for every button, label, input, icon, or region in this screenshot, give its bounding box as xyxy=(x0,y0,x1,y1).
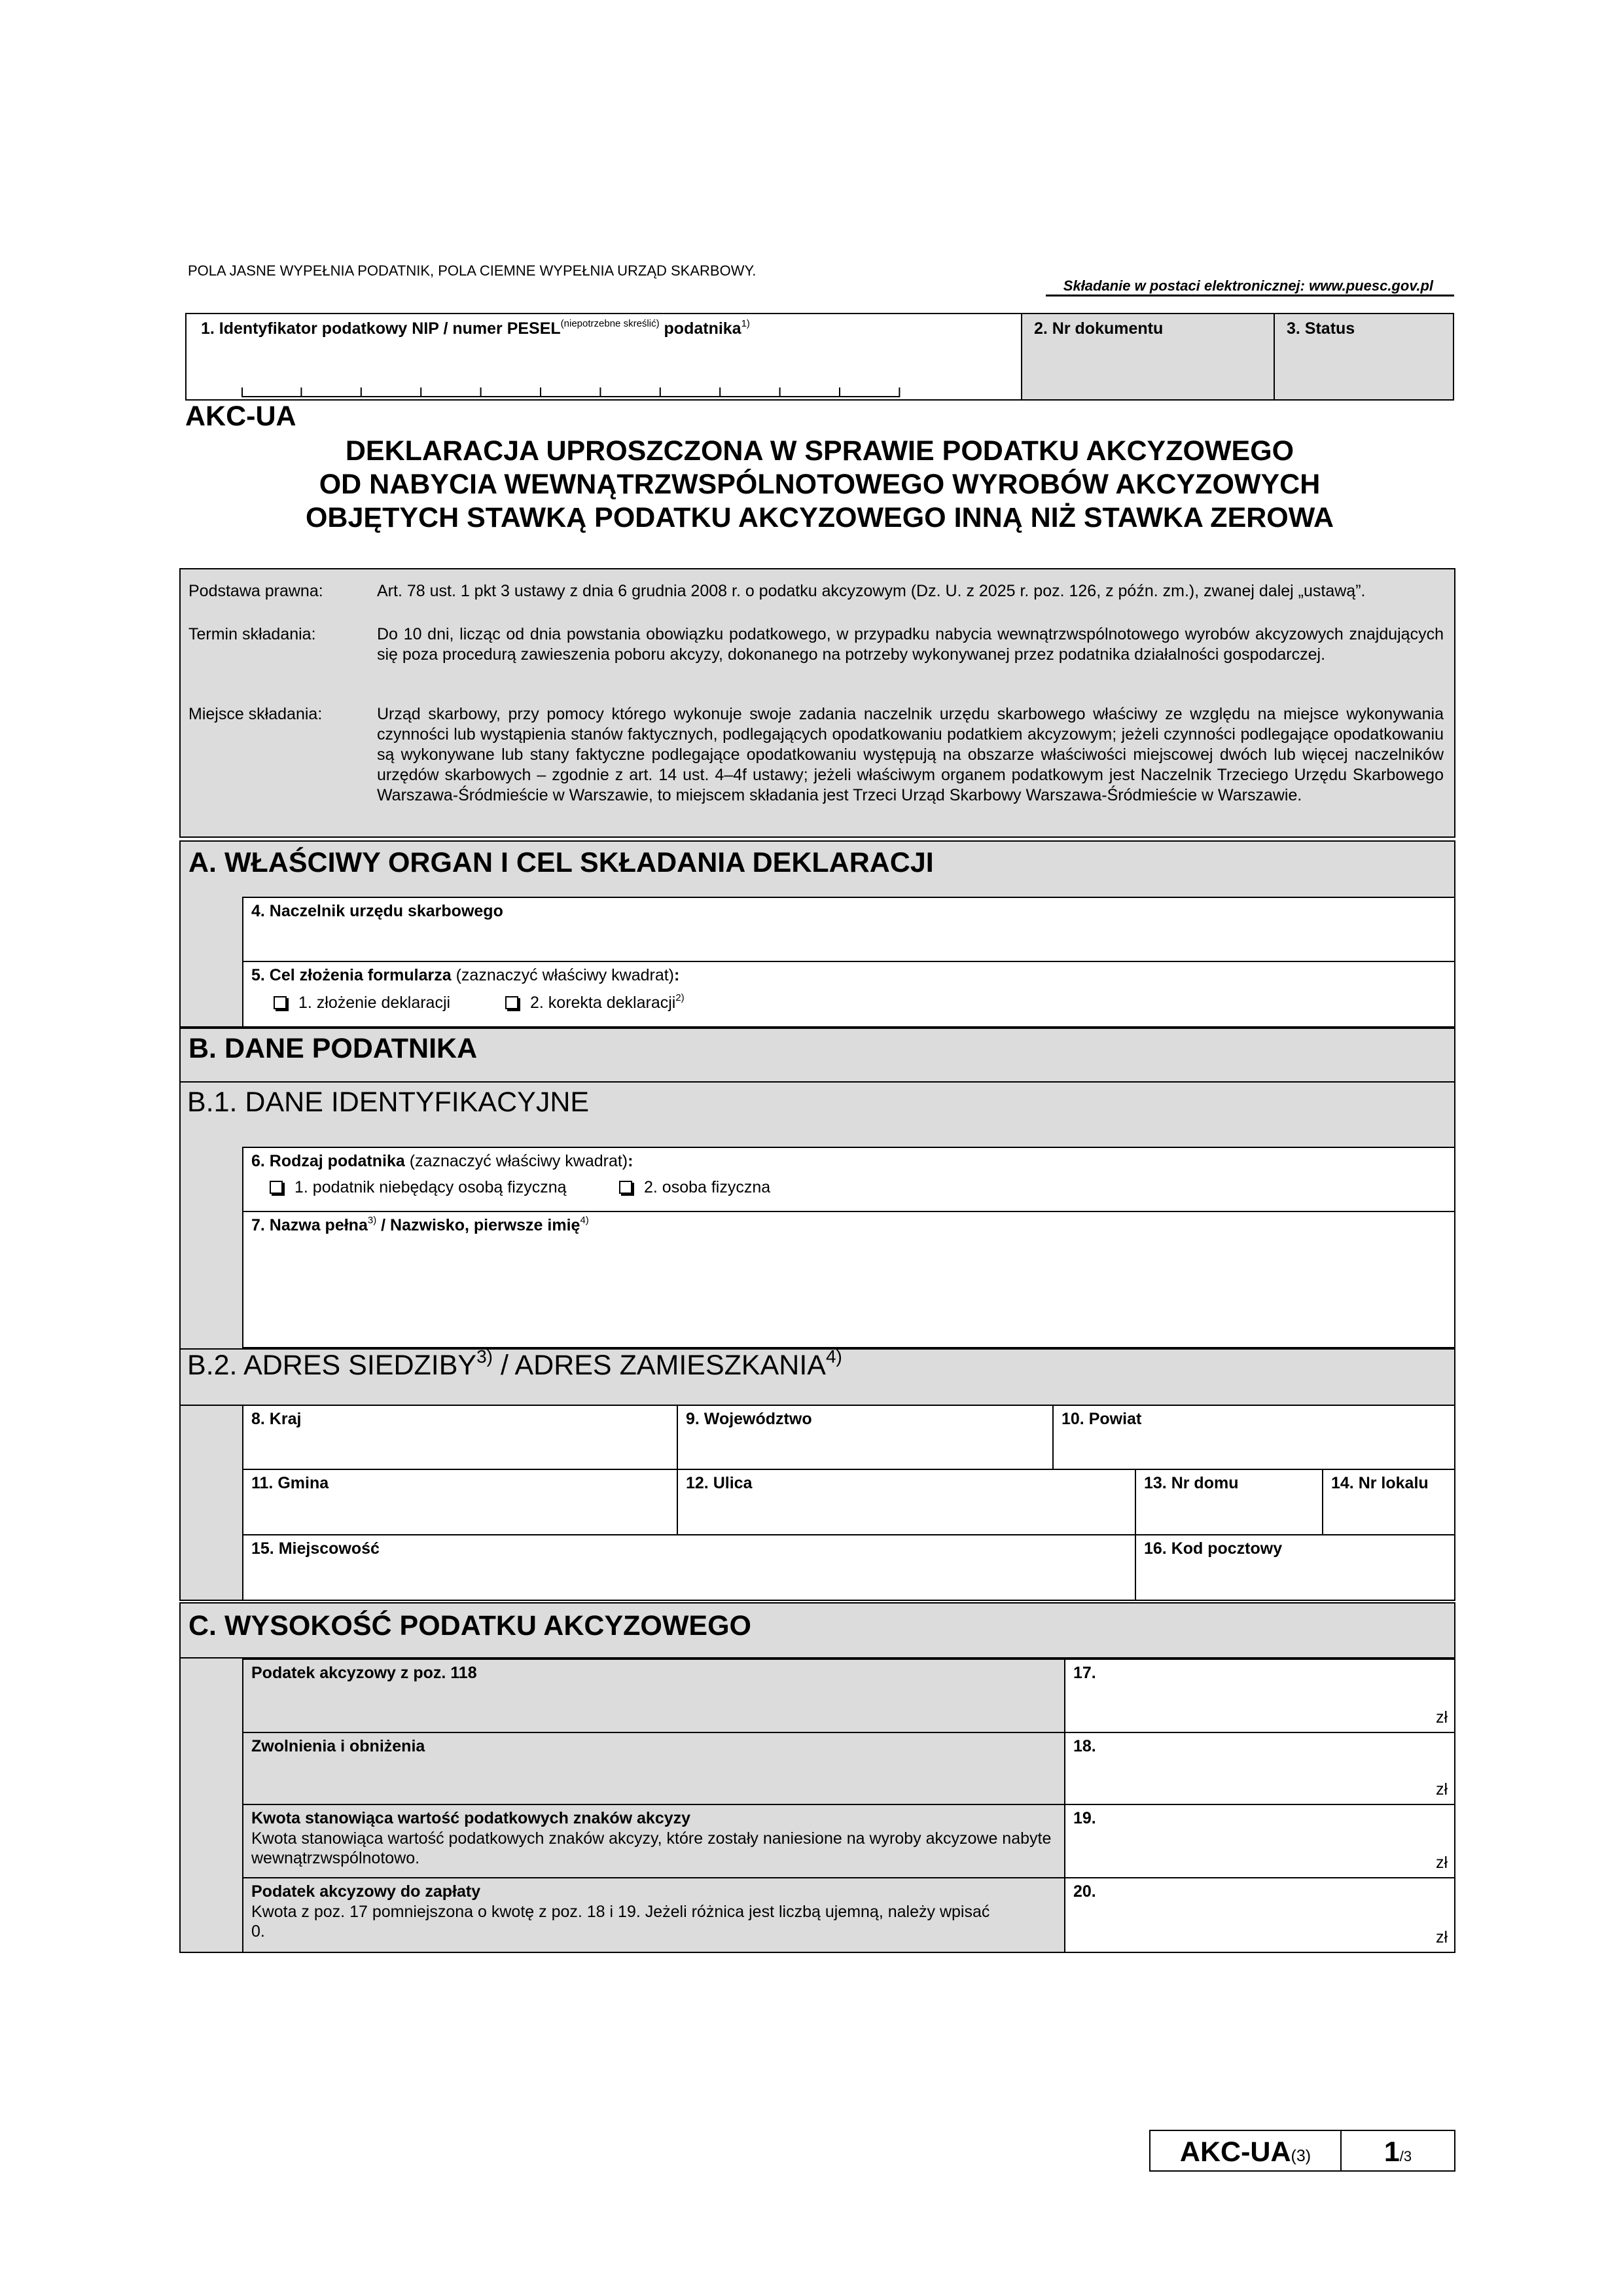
checkbox[interactable] xyxy=(274,996,287,1009)
house-number-field[interactable]: 13. Nr domu xyxy=(1135,1469,1323,1535)
nip-digit-boxes xyxy=(241,377,1092,398)
section-b-title: B. DANE PODATNIKA xyxy=(188,1033,478,1064)
excise-stamps-label-cell: Kwota stanowiąca wartość podatkowych znaków akcyzy Kwota stanowiąca wartość podatkowych znaków akcyzy, które zostały naniesione na wyroby akcyzowe nabyte wewnątrzwspólnotowo. xyxy=(242,1804,1065,1878)
b2-title: B.2. ADRES SIEDZIBY$^{3)}$ / ADRES ZAMIESZKANIA$^{4)}$ xyxy=(187,1346,842,1381)
section-c-title: C. WYSOKOŚĆ PODATKU AKCYZOWEGO xyxy=(188,1610,751,1641)
purpose-label: 5. Cel złożenia formularza xyxy=(251,966,452,984)
apartment-number-field[interactable]: 14. Nr lokalu xyxy=(1322,1469,1455,1535)
legal-basis-label: Podstawa prawna: xyxy=(188,582,323,600)
postal-code-field[interactable]: 16. Kod pocztowy xyxy=(1135,1534,1455,1601)
fill-instruction: POLA JASNE WYPEŁNIA PODATNIK, POLA CIEMNE WYPEŁNIA URZĄD SKARBOWY. xyxy=(188,262,757,279)
full-name-label: 7. Nazwa pełna xyxy=(251,1216,368,1234)
footer-page-number: 1/3 xyxy=(1340,2130,1455,2172)
footer-form-code: AKC-UA(3) xyxy=(1149,2130,1342,2172)
purpose-option-2[interactable]: 2. korekta deklaracji$^{2)}$ xyxy=(505,994,685,1013)
digit-comb xyxy=(242,387,899,397)
tax-office-label: 4. Naczelnik urzędu skarbowego xyxy=(251,902,503,920)
exemptions-label-cell: Zwolnienia i obniżenia xyxy=(242,1732,1065,1805)
tax-from-118-label-cell: Podatek akcyzowy z poz. 118 xyxy=(242,1659,1065,1733)
full-name-field[interactable]: 7. Nazwa pełna$^{3)}$ / Nazwisko, pierwsze imię$^{4)}$ xyxy=(242,1211,1455,1348)
electronic-filing-note: Składanie w postaci elektronicznej: www.puesc.gov.pl xyxy=(1063,278,1433,294)
doc-number-label: 2. Nr dokumentu xyxy=(1034,319,1164,338)
taxpayer-type-option-1[interactable]: 1. podatnik niebędący osobą fizyczną xyxy=(270,1178,567,1197)
tax-office-field[interactable] xyxy=(242,897,1455,962)
b1-title: B.1. DANE IDENTYFIKACYJNE xyxy=(187,1086,590,1118)
taxpayer-type-option-2[interactable]: 2. osoba fizyczna xyxy=(619,1178,770,1197)
section-a-title: A. WŁAŚCIWY ORGAN I CEL SKŁADANIA DEKLARACJI xyxy=(188,847,934,878)
voivodeship-field[interactable]: 9. Województwo xyxy=(677,1405,1054,1470)
tax-due-label-cell: Podatek akcyzowy do zapłaty Kwota z poz. 17 pomniejszona o kwotę z poz. 18 i 19. Jeżeli różnica jest liczbą ujemną, należy wpisać 0. xyxy=(242,1877,1065,1953)
city-field[interactable]: 15. Miejscowość xyxy=(242,1534,1136,1601)
exemptions-input[interactable]: 18. zł xyxy=(1064,1732,1455,1805)
info-block xyxy=(179,568,1455,838)
purpose-option-1[interactable]: 1. złożenie deklaracji xyxy=(274,994,450,1013)
taxpayer-type-field: 6. Rodzaj podatnika (zaznaczyć właściwy kwadrat): 1. podatnik niebędący osobą fizyczną 2. osoba fizyczna xyxy=(242,1147,1455,1212)
form-title: DEKLARACJA UPROSZCZONA W SPRAWIE PODATKU AKCYZOWEGO OD NABYCIA WEWNĄTRZWSPÓLNOTOWEGO WYROBÓW AKCYZOWYCH OBJĘTYCH STAWKĄ PODATKU AKCYZOWEGO INNĄ NIŻ STAWKA ZEROWA xyxy=(305,435,1334,533)
tax-from-118-input[interactable]: 17. zł xyxy=(1064,1659,1455,1733)
deadline-text: Do 10 dni, licząc od dnia powstania obowiązku podatkowego, w przypadku nabycia wewnątrzwspólnotowego wyrobów akcyzowych znajdujących się poza procedurą zawieszenia poboru akcyzy, dokonanego na potrzeby wykonywanej przez podatnika działalności gospodarczej. xyxy=(377,625,1444,664)
nip-label: 1. Identyfikator podatkowy NIP / numer PESEL xyxy=(201,319,561,338)
status-label: 3. Status xyxy=(1287,319,1355,338)
municipality-field[interactable]: 11. Gmina xyxy=(242,1469,678,1535)
deadline-label: Termin składania: xyxy=(188,625,316,643)
purpose-field: 5. Cel złożenia formularza (zaznaczyć właściwy kwadrat): 1. złożenie deklaracji 2. korekta deklaracji$^{2)}$ xyxy=(242,961,1455,1028)
nip-field[interactable]: 1. Identyfikator podatkowy NIP / numer $PESEL^{(niepotrzebne skreślić)}$ podatnika$^{1)}$ xyxy=(185,313,1022,401)
place-label: Miejsce składania: xyxy=(188,705,323,723)
checkbox[interactable] xyxy=(270,1181,283,1194)
form-code: AKC-UA xyxy=(185,401,296,432)
street-field[interactable]: 12. Ulica xyxy=(677,1469,1136,1535)
place-text: Urząd skarbowy, przy pomocy którego wykonuje swoje zadania naczelnik urzędu skarbowego właściwy ze względu na miejsce wykonywania czynności lub wystąpienia stanów faktycznych, podlegających opodatkowaniu podatkiem akcyzowym; jeżeli czynności podlegające opodatkowaniu są wykonywane lub stany faktyczne podlegające opodatkowaniu występują na obszarze właściwości miejscowej dwóch lub więcej naczelników urzędów skarbowych – zgodnie z art. 14 ust. 4–4f ustawy; jeżeli właściwym organem podatkowym jest Naczelnik Trzeciego Urzędu Skarbowego Warszawa-Śródmieście w Warszawie, to miejscem składania jest Trzeci Urząd Skarbowy Warszawa-Śródmieście w Warszawie. xyxy=(377,705,1444,804)
tax-due-input[interactable]: 20. zł xyxy=(1064,1877,1455,1953)
country-field[interactable]: 8. Kraj xyxy=(242,1405,678,1470)
doc-number-field xyxy=(1021,313,1275,401)
legal-basis-text: Art. 78 ust. 1 pkt 3 ustawy z dnia 6 grudnia 2008 r. o podatku akcyzowym (Dz. U. z 2025 r. poz. 126, z późn. zm.), zwanej dalej „ustawą”. xyxy=(377,582,1366,600)
checkbox[interactable] xyxy=(619,1181,632,1194)
excise-stamps-input[interactable]: 19. zł xyxy=(1064,1804,1455,1878)
taxpayer-type-label: 6. Rodzaj podatnika xyxy=(251,1152,405,1170)
status-field xyxy=(1274,313,1454,401)
county-field[interactable]: 10. Powiat xyxy=(1052,1405,1455,1470)
header-rule xyxy=(1046,295,1454,296)
checkbox[interactable] xyxy=(505,996,518,1009)
